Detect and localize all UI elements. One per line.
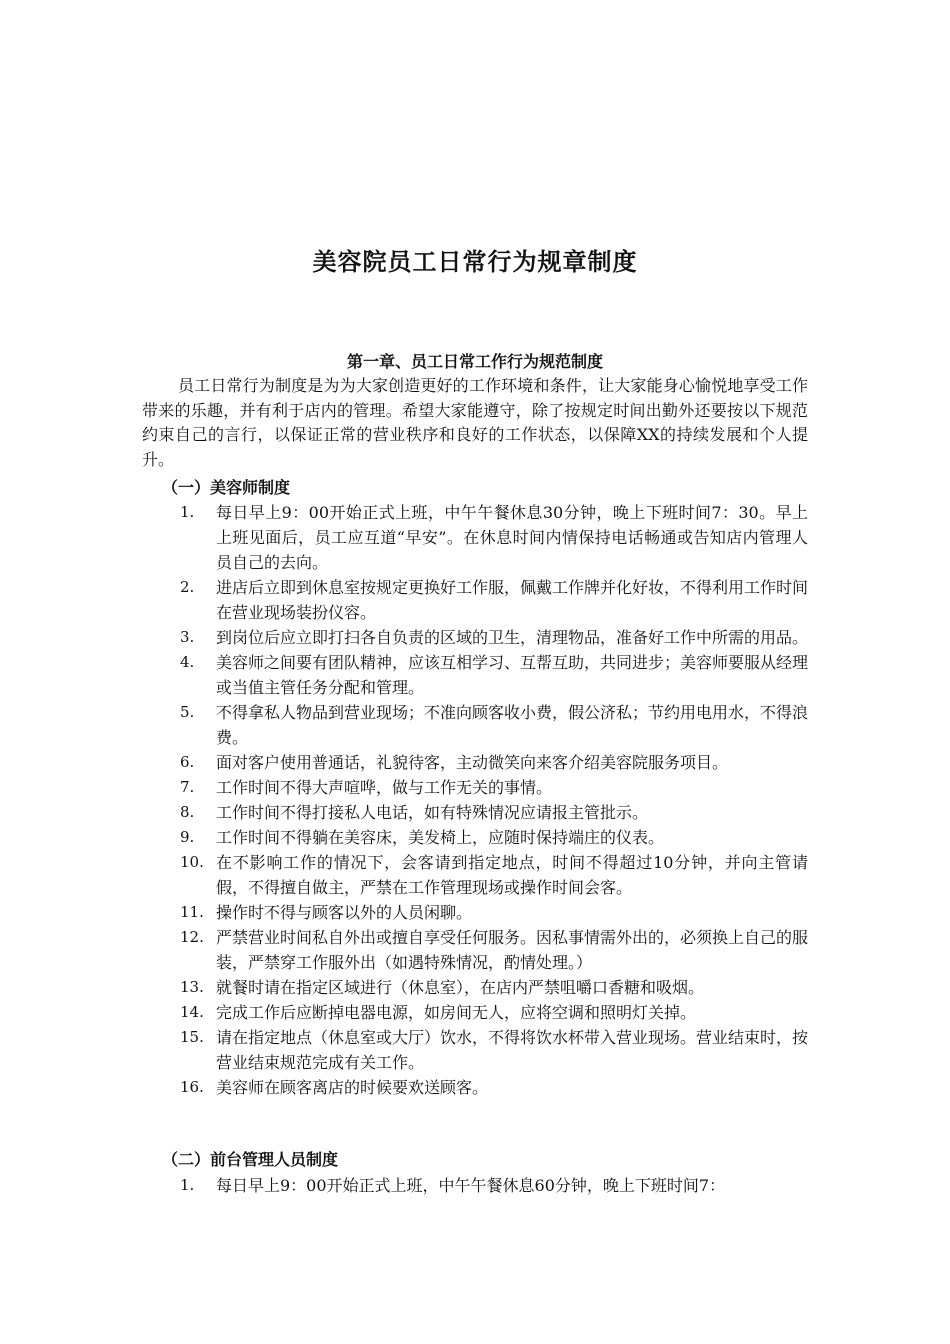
list-item-text: 美容师在顾客离店的时候要欢送顾客。 [216, 1078, 489, 1097]
list-item [142, 1000, 808, 1025]
list-item-text: 工作时间不得躺在美容床，美发椅上，应随时保持端庄的仪表。 [216, 828, 665, 847]
list-item-text: 操作时不得与顾客以外的人员闲聊。 [216, 903, 473, 922]
list-item-number: 14. [180, 1003, 204, 1021]
list-item-number: 11. [180, 903, 204, 921]
list-item-text: 就餐时请在指定区域进行（休息室），在店内严禁咀嚼口香糖和吸烟。 [216, 978, 705, 997]
list-item [142, 900, 808, 925]
list-item [142, 825, 808, 850]
list-item-text: 每日早上9：00开始正式上班，中午午餐休息60分钟，晚上下班时间7： [216, 1176, 726, 1195]
list-item-text: 工作时间不得大声喧哗，做与工作无关的事情。 [216, 778, 553, 797]
list-item-text: 美容师之间要有团队精神，应该互相学习、互帮互助，共同进步；美容师要服从经理或当值主管任务分配和管理。 [216, 653, 809, 697]
document-title: 美容院员工日常行为规章制度 [312, 248, 638, 276]
list-item-number: 15. [180, 1028, 204, 1046]
list-item-number: 3. [180, 628, 195, 646]
list-item [142, 925, 808, 975]
list-item-text: 每日早上9：00开始正式上班，中午午餐休息30分钟，晚上下班时间7：30。早上上班见面后，员工应互道“早安”。在休息时间内情保持电话畅通或告知店内管理人员自己的去向。 [216, 503, 808, 572]
list-item [142, 800, 808, 825]
list-item-text: 到岗位后应立即打扫各自负责的区域的卫生，清理物品，准备好工作中所需的用品。 [216, 628, 809, 647]
list-item-number: 4. [180, 653, 195, 671]
section-heading-front-desk: （二）前台管理人员制度 [162, 1150, 339, 1169]
list-item-number: 7. [180, 778, 195, 796]
list-item-number: 1. [180, 1176, 195, 1194]
list-item-number: 9. [180, 828, 195, 846]
list-item-number: 12. [180, 928, 204, 946]
list-item-text: 不得拿私人物品到营业现场；不准向顾客收小费，假公济私；节约用电用水，不得浪费。 [216, 703, 809, 747]
list-item-text: 面对客户使用普通话，礼貌待客，主动微笑向来客介绍美容院服务项目。 [216, 753, 729, 772]
section-heading-beautician: （一）美容师制度 [162, 478, 291, 497]
list-item [142, 1025, 808, 1075]
list-item-text: 请在指定地点（休息室或大厅）饮水，不得将饮水杯带入营业现场。营业结束时，按营业结束规范完成有关工作。 [216, 1028, 809, 1072]
list-item-text: 进店后立即到休息室按规定更换好工作服，佩戴工作牌并化好妆，不得利用工作时间在营业现场装扮仪容。 [216, 578, 809, 622]
list-item-number: 8. [180, 803, 195, 821]
list-item [142, 1075, 808, 1100]
front-desk-rules-list [142, 1173, 808, 1198]
beautician-rules-list [142, 500, 808, 1100]
list-item [142, 1173, 808, 1198]
list-item [142, 775, 808, 800]
chapter-intro-paragraph: 员工日常行为制度是为为大家创造更好的工作环境和条件，让大家能身心愉悦地享受工作带来的乐趣，并有利于店内的管理。希望大家能遵守，除了按规定时间出勤外还要按以下规范约束自己的言行，以保证正常的营业秩序和良好的工作状态，以保障XX的持续发展和个人提升。 [142, 376, 808, 469]
list-item-number: 2. [180, 578, 195, 596]
list-item [142, 700, 808, 750]
list-item [142, 650, 808, 700]
list-item-text: 严禁营业时间私自外出或擅自享受任何服务。因私事情需外出的，必须换上自己的服装，严禁穿工作服外出（如遇特殊情况，酌情处理。） [216, 928, 809, 972]
chapter-heading: 第一章、员工日常工作行为规范制度 [346, 352, 603, 371]
list-item-number: 6. [180, 753, 195, 771]
list-item-number: 13. [180, 978, 204, 996]
list-item [142, 625, 808, 650]
list-item-number: 10. [180, 853, 204, 871]
list-item [142, 575, 808, 625]
list-item-number: 1. [180, 503, 195, 521]
list-item-number: 5. [180, 703, 195, 721]
list-item [142, 750, 808, 775]
list-item-number: 16. [180, 1078, 204, 1096]
list-item [142, 850, 808, 900]
list-item [142, 500, 808, 575]
list-item-text: 在不影响工作的情况下，会客请到指定地点，时间不得超过10分钟，并向主管请假，不得擅自做主，严禁在工作管理现场或操作时间会客。 [216, 853, 808, 897]
list-item-text: 工作时间不得打接私人电话，如有特殊情况应请报主管批示。 [216, 803, 649, 822]
list-item-text: 完成工作后应断掉电器电源，如房间无人，应将空调和照明灯关掉。 [216, 1003, 697, 1022]
list-item [142, 975, 808, 1000]
